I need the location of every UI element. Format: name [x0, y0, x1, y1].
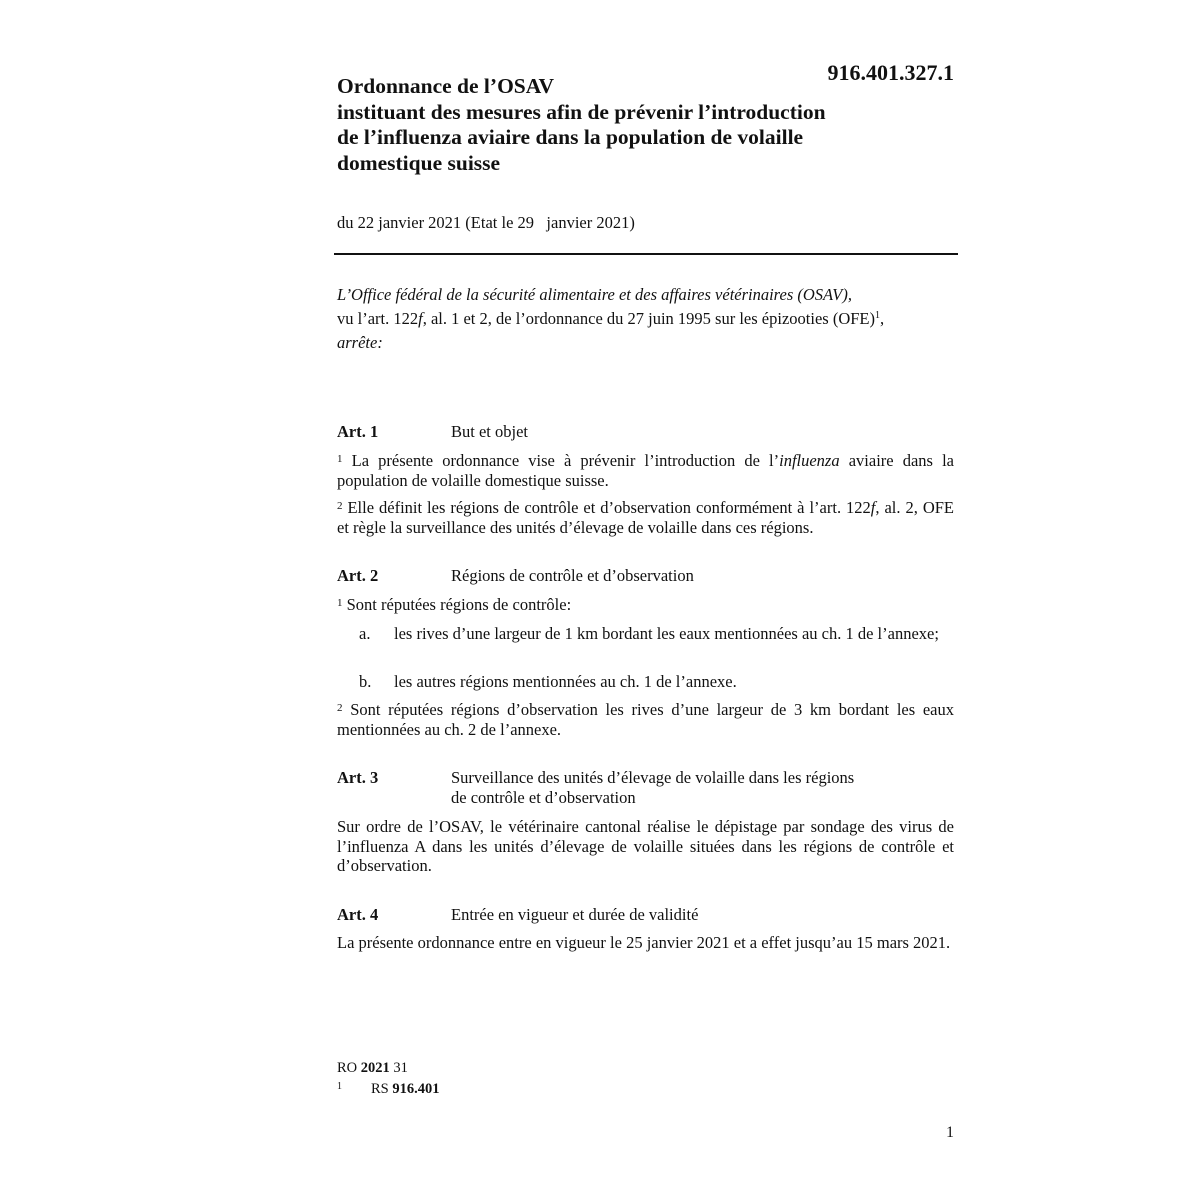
article-1-paragraph-1: $^1$ La présente ordonnance vise à prévenir l’introduction de l’influenza aviaire dans la population de volaille domestique suisse. [337, 451, 954, 490]
list-letter: a. [359, 624, 371, 643]
footnotes [337, 1058, 440, 1100]
document-title [337, 74, 937, 176]
sr-number: 916.401.327.1 [827, 60, 954, 85]
preamble-decrees: arrête: [337, 333, 383, 352]
footnote-ref-1[interactable]: 1 [874, 310, 880, 321]
article-2-paragraph-1: $^1$ Sont réputées régions de contrôle: [337, 595, 572, 614]
title-line-1: Ordonnance de l’OSAV [337, 74, 555, 98]
article-1-title: But et objet [451, 422, 528, 441]
article-1-number: Art. 1 [337, 422, 379, 441]
article-2-title: Régions de contrôle et d’observation [451, 566, 694, 585]
ro-reference: RO 2021 31 [337, 1060, 408, 1076]
footnote-1: 1 RS 916.401 [337, 1081, 440, 1097]
title-line-4: domestique suisse [337, 150, 501, 175]
preamble-authority: L’Office fédéral de la sécurité alimentaire et des affaires vétérinaires (OSAV), [337, 285, 852, 304]
article-3-title: Surveillance des unités d’élevage de volaille dans les régions de contrôle et d’observation [451, 768, 855, 807]
date-line: du 22 janvier 2021 (Etat le 29 janvier 2021) [337, 213, 635, 232]
article-3-number: Art. 3 [337, 768, 379, 787]
article-2-paragraph-2: $^2$ Sont réputées régions d’observation les rives d’une largeur de 3 km bordant les eaux mentionnées au ch. 2 de l’annexe. [337, 700, 954, 739]
page-number: 1 [946, 1124, 954, 1141]
article-3-paragraph: Sur ordre de l’OSAV, le vétérinaire cantonal réalise le dépistage par sondage des virus de l’influenza A dans les unités d’élevage de volaille situées dans les régions de contrôle et d’observation. [337, 817, 954, 875]
list-text: les autres régions mentionnées au ch. 1 de l’annexe. [394, 672, 737, 691]
title-rule [334, 253, 958, 255]
preamble-legal-basis: vu l’art. 122f, al. 1 et 2, de l’ordonnance du 27 juin 1995 sur les épizooties (OFE)$^1$, [337, 309, 885, 328]
article-4-paragraph: La présente ordonnance entre en vigueur le 25 janvier 2021 et a effet jusqu’au 15 mars 2021. [337, 933, 951, 952]
list-letter: b. [359, 672, 372, 691]
title-line-3: de l’influenza aviaire dans la population de volaille [337, 125, 804, 149]
preamble [337, 283, 957, 355]
list-text: les rives d’une largeur de 1 km bordant les eaux mentionnées au ch. 1 de l’annexe; [394, 624, 939, 643]
article-4-title: Entrée en vigueur et durée de validité [451, 905, 699, 924]
article-2-number: Art. 2 [337, 566, 379, 585]
article-1-paragraph-2: $^2$ Elle définit les régions de contrôle et d’observation conformément à l’art. 122f, al. 2, OFE et règle la surveillance des unités d’élevage de volaille dans ces régions. [337, 498, 954, 537]
title-line-2: instituant des mesures afin de prévenir l’introduction [337, 99, 826, 124]
article-4-number: Art. 4 [337, 905, 379, 924]
